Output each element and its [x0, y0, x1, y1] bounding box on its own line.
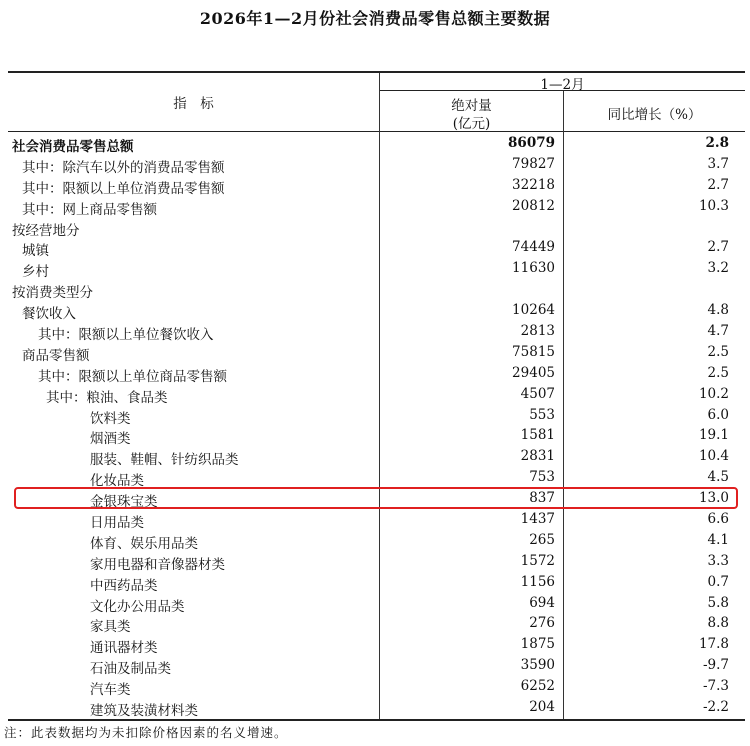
row-yoy-value: 3.2	[707, 260, 729, 277]
row-absolute-value: 1572	[520, 552, 555, 569]
row-yoy-value: 2.5	[707, 343, 729, 360]
row-absolute-value: 694	[529, 594, 555, 611]
row-absolute-value: 86079	[508, 135, 555, 151]
row-label: 家具类	[90, 619, 131, 636]
row-label: 其中：除汽车以外的消费品零售额	[22, 159, 225, 176]
table-body	[8, 133, 745, 718]
row-label: 商品零售额	[22, 347, 90, 364]
table-row	[8, 593, 745, 614]
row-yoy-value: 6.6	[707, 511, 729, 528]
row-absolute-value: 2813	[520, 323, 555, 340]
row-absolute-value: 4507	[520, 385, 555, 402]
row-label: 社会消费品零售总额	[12, 139, 134, 155]
row-label: 其中：网上商品零售额	[22, 201, 157, 218]
row-label: 文化办公用品类	[90, 598, 185, 615]
table-row	[8, 196, 745, 217]
row-absolute-value: 1156	[520, 573, 555, 590]
row-yoy-value: -2.2	[702, 699, 729, 716]
indicator-header: 指 标	[173, 96, 214, 112]
row-absolute-value: 10264	[512, 302, 555, 319]
row-label: 建筑及装潢材料类	[90, 703, 198, 720]
period-header: 1—2月	[540, 77, 585, 93]
table-row	[8, 258, 745, 279]
row-yoy-value: 4.7	[707, 323, 729, 340]
absolute-header-line1: 绝对量	[451, 98, 492, 114]
row-absolute-value: 20812	[512, 197, 555, 214]
row-yoy-value: -7.3	[702, 678, 729, 695]
table-row	[8, 342, 745, 363]
row-yoy-value: 13.0	[698, 490, 729, 507]
row-absolute-value: 553	[529, 406, 555, 423]
table-row	[8, 530, 745, 551]
row-yoy-value: 0.7	[707, 573, 729, 590]
row-label: 金银珠宝类	[90, 494, 158, 511]
row-label: 按经营地分	[12, 222, 80, 239]
row-absolute-value: 79827	[512, 155, 555, 172]
row-label: 服装、鞋帽、针纺织品类	[90, 452, 239, 469]
row-label: 日用品类	[90, 515, 144, 532]
row-label: 中西药品类	[90, 577, 158, 594]
table-row	[8, 154, 745, 175]
table-row	[8, 405, 745, 426]
row-absolute-value: 276	[529, 615, 555, 632]
footnote: 注：此表数据均为未扣除价格因素的名义增速。	[4, 725, 288, 740]
table-row	[8, 467, 745, 488]
row-yoy-value: 2.7	[707, 176, 729, 193]
row-label: 烟酒类	[90, 431, 131, 448]
row-yoy-value: 4.5	[707, 469, 729, 486]
row-yoy-value: 19.1	[698, 427, 729, 444]
header-bottom-rule	[8, 131, 745, 132]
yoy-header: 同比增长（%）	[607, 107, 702, 123]
row-absolute-value: 2831	[520, 448, 555, 465]
row-label: 家用电器和音像器材类	[90, 556, 225, 573]
row-absolute-value: 6252	[520, 678, 555, 695]
row-label: 饮料类	[90, 410, 131, 427]
row-absolute-value: 265	[529, 531, 555, 548]
row-label: 其中：粮油、食品类	[46, 389, 168, 406]
table-row	[8, 551, 745, 572]
row-absolute-value: 1581	[520, 427, 555, 444]
row-absolute-value: 32218	[512, 176, 555, 193]
table-row	[8, 697, 745, 718]
row-label: 其中：限额以上单位商品零售额	[38, 368, 227, 385]
row-label: 乡村	[22, 264, 49, 281]
row-yoy-value: 2.5	[707, 364, 729, 381]
table-row	[8, 363, 745, 384]
row-absolute-value: 29405	[512, 364, 555, 381]
table-row	[8, 446, 745, 467]
table-row	[8, 634, 745, 655]
absolute-header-line2: (亿元)	[452, 116, 491, 132]
row-label: 其中：限额以上单位餐饮收入	[38, 327, 214, 344]
row-yoy-value: 2.8	[705, 135, 729, 151]
table-bottom-rule	[8, 719, 745, 721]
row-label: 体育、娱乐用品类	[90, 535, 198, 552]
row-absolute-value: 1437	[520, 511, 555, 528]
row-yoy-value: 4.8	[707, 302, 729, 319]
row-yoy-value: 4.1	[707, 531, 729, 548]
row-label: 石油及制品类	[90, 661, 171, 678]
table-row	[8, 321, 745, 342]
row-label: 餐饮收入	[22, 306, 76, 323]
row-label: 其中：限额以上单位消费品零售额	[22, 180, 225, 197]
table-row	[8, 509, 745, 530]
table-row	[8, 217, 745, 238]
table-row	[8, 425, 745, 446]
row-label: 化妆品类	[90, 473, 144, 490]
row-absolute-value: 74449	[512, 239, 555, 256]
row-absolute-value: 75815	[512, 343, 555, 360]
row-label: 通讯器材类	[90, 640, 158, 657]
table-row	[8, 384, 745, 405]
table-row	[8, 133, 745, 154]
table-row	[8, 175, 745, 196]
row-yoy-value: -9.7	[702, 657, 729, 674]
highlight-box	[14, 487, 738, 509]
row-absolute-value: 837	[529, 490, 555, 507]
row-absolute-value: 753	[529, 469, 555, 486]
row-label: 按消费类型分	[12, 285, 93, 302]
table-row	[8, 300, 745, 321]
table-row	[8, 572, 745, 593]
row-yoy-value: 10.2	[698, 385, 729, 402]
table-row	[8, 613, 745, 634]
row-yoy-value: 6.0	[707, 406, 729, 423]
row-absolute-value: 1875	[520, 636, 555, 653]
table-row	[8, 655, 745, 676]
table-row	[8, 237, 745, 258]
table-row	[8, 676, 745, 697]
row-yoy-value: 3.7	[707, 155, 729, 172]
row-yoy-value: 10.3	[698, 197, 729, 214]
row-absolute-value: 204	[529, 699, 555, 716]
row-yoy-value: 5.8	[707, 594, 729, 611]
row-yoy-value: 3.3	[707, 552, 729, 569]
row-yoy-value: 8.8	[707, 615, 729, 632]
page-title: 2026年1—2月份社会消费品零售总额主要数据	[199, 9, 551, 28]
row-yoy-value: 2.7	[707, 239, 729, 256]
row-absolute-value: 3590	[520, 657, 555, 674]
row-yoy-value: 17.8	[698, 636, 729, 653]
row-absolute-value: 11630	[512, 260, 555, 277]
row-label: 城镇	[22, 243, 49, 260]
row-yoy-value: 10.4	[698, 448, 729, 465]
table-row	[8, 279, 745, 300]
row-label: 汽车类	[90, 682, 131, 699]
